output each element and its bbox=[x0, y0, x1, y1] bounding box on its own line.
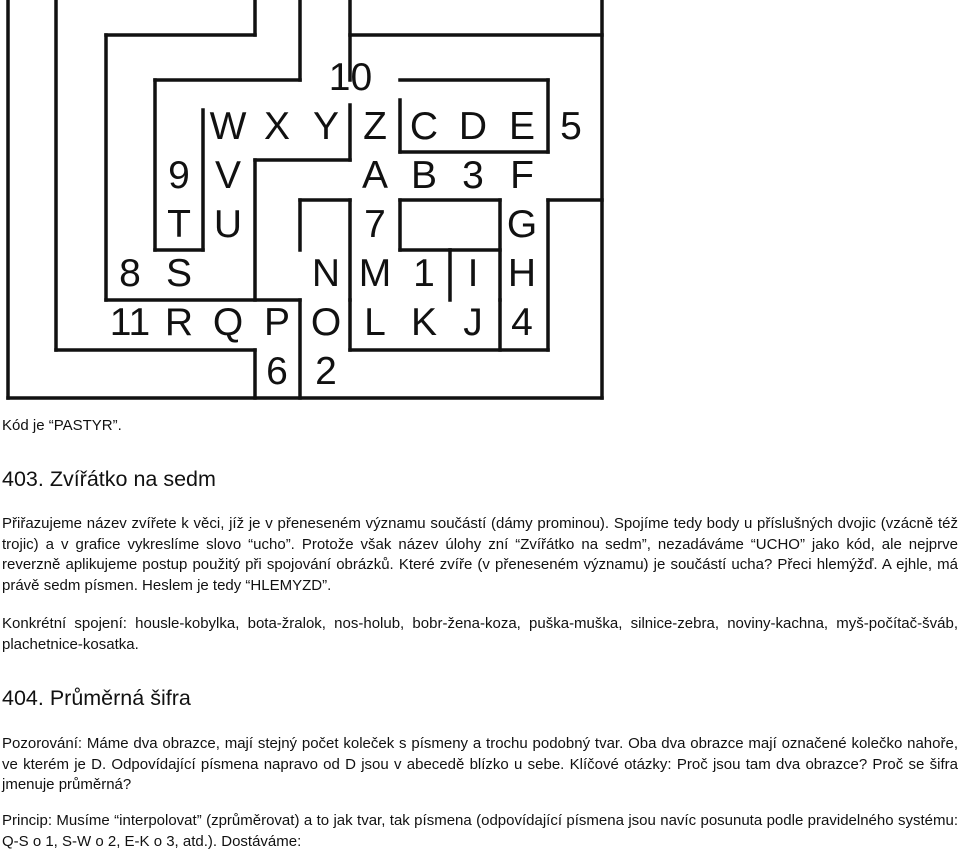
maze-label: 6 bbox=[266, 350, 288, 393]
section-404-heading: 404. Průměrná šifra bbox=[2, 686, 191, 710]
maze-label: 8 bbox=[119, 252, 141, 295]
maze-label: H bbox=[507, 252, 537, 295]
section-403-heading: 403. Zvířátko na sedm bbox=[2, 467, 216, 491]
code-line-block bbox=[2, 416, 958, 437]
maze-label: J bbox=[463, 301, 483, 344]
maze-label: W bbox=[209, 105, 247, 148]
maze-label: 4 bbox=[511, 301, 533, 344]
maze-label: L bbox=[364, 301, 386, 344]
maze-label: F bbox=[510, 154, 534, 197]
section-404-paragraph-1: Pozorování: Máme dva obrazce, mají stejný počet koleček s písmeny a trochu podobný tvar. Oba dva obrazce mají označené kolečko nahoře, ve kterém je D. Odpovídající písmena napravo od D jsou v abecedě blízko u sebe. Klíčové otázky: Proč jsou tam dva obrazce? Proč se šifra jmenuje průměrná? bbox=[2, 735, 958, 794]
maze-label: C bbox=[409, 105, 439, 148]
maze-label: S bbox=[165, 252, 193, 295]
section-404-paragraph-2: Princip: Musíme “interpolovat” (zprůměrovat) a to jak tvar, tak písmena (odpovídající písmena jsou navíc posunuta podle pravidelného systému: Q-S o 1, S-W o 2, E-K o 3, atd.). Dostáváme: bbox=[2, 812, 958, 850]
maze-label: 11 bbox=[109, 301, 151, 344]
maze-label: B bbox=[410, 154, 438, 197]
maze-label: P bbox=[263, 301, 291, 344]
maze-label: 5 bbox=[560, 105, 582, 148]
maze-label: D bbox=[458, 105, 488, 148]
maze-label: 3 bbox=[462, 154, 484, 197]
section-403-paragraph-2-block bbox=[2, 614, 958, 655]
section-403 bbox=[2, 466, 958, 492]
maze-label: U bbox=[213, 203, 243, 246]
maze-label: E bbox=[508, 105, 536, 148]
maze-label: 2 bbox=[315, 350, 337, 393]
maze-label: K bbox=[410, 301, 438, 344]
maze-labels bbox=[110, 56, 582, 393]
code-line: Kód je “PASTYR”. bbox=[2, 417, 122, 434]
maze-label: N bbox=[311, 252, 341, 295]
maze-label: Q bbox=[212, 301, 244, 344]
maze-label: 1 bbox=[413, 252, 435, 295]
maze-label: M bbox=[358, 252, 392, 295]
section-403-paragraph-1-block bbox=[2, 514, 958, 596]
maze-label: Z bbox=[363, 105, 387, 148]
maze-label: 7 bbox=[364, 203, 386, 246]
maze-label: T bbox=[167, 203, 191, 246]
maze-label: Y bbox=[312, 105, 340, 148]
maze-label: I bbox=[467, 252, 479, 295]
maze-label: V bbox=[214, 154, 242, 197]
maze-label: G bbox=[506, 203, 538, 246]
section-404 bbox=[2, 685, 958, 711]
maze-label: A bbox=[361, 154, 389, 197]
maze-label: 10 bbox=[328, 56, 373, 99]
section-403-paragraph-1: Přiřazujeme název zvířete k věci, jíž je v přeneseném významu součástí (dámy prominou). Spojíme tedy body u příslušných dvojic (vzácně též trojic) a v grafice vykreslíme slovo “ucho”. Protože však název úlohy zní “Zvířátko na sedm”, nezadáváme “UCHO” jako kód, ale nejprve reverzně aplikujeme postup použitý při spojování obrázků. Které zvíře (v přeneseném významu) je součástí ucha? Přeci hlemýžď. A ejhle, má právě sedm písmen. Heslem je tedy “HLEMYZD”. bbox=[2, 515, 958, 594]
section-403-paragraph-2: Konkrétní spojení: housle-kobylka, bota-žralok, nos-holub, bobr-žena-koza, puška-muška, silnice-zebra, noviny-kachna, myš-počítač-šváb, plachetnice-kosatka. bbox=[2, 615, 958, 653]
section-404-paragraph-1-block bbox=[2, 734, 958, 796]
maze-label: X bbox=[263, 105, 291, 148]
maze-figure bbox=[0, 0, 610, 405]
maze-label: 9 bbox=[168, 154, 190, 197]
maze-label: R bbox=[164, 301, 194, 344]
maze-label: O bbox=[310, 301, 342, 344]
section-404-paragraph-2-block bbox=[2, 811, 958, 852]
